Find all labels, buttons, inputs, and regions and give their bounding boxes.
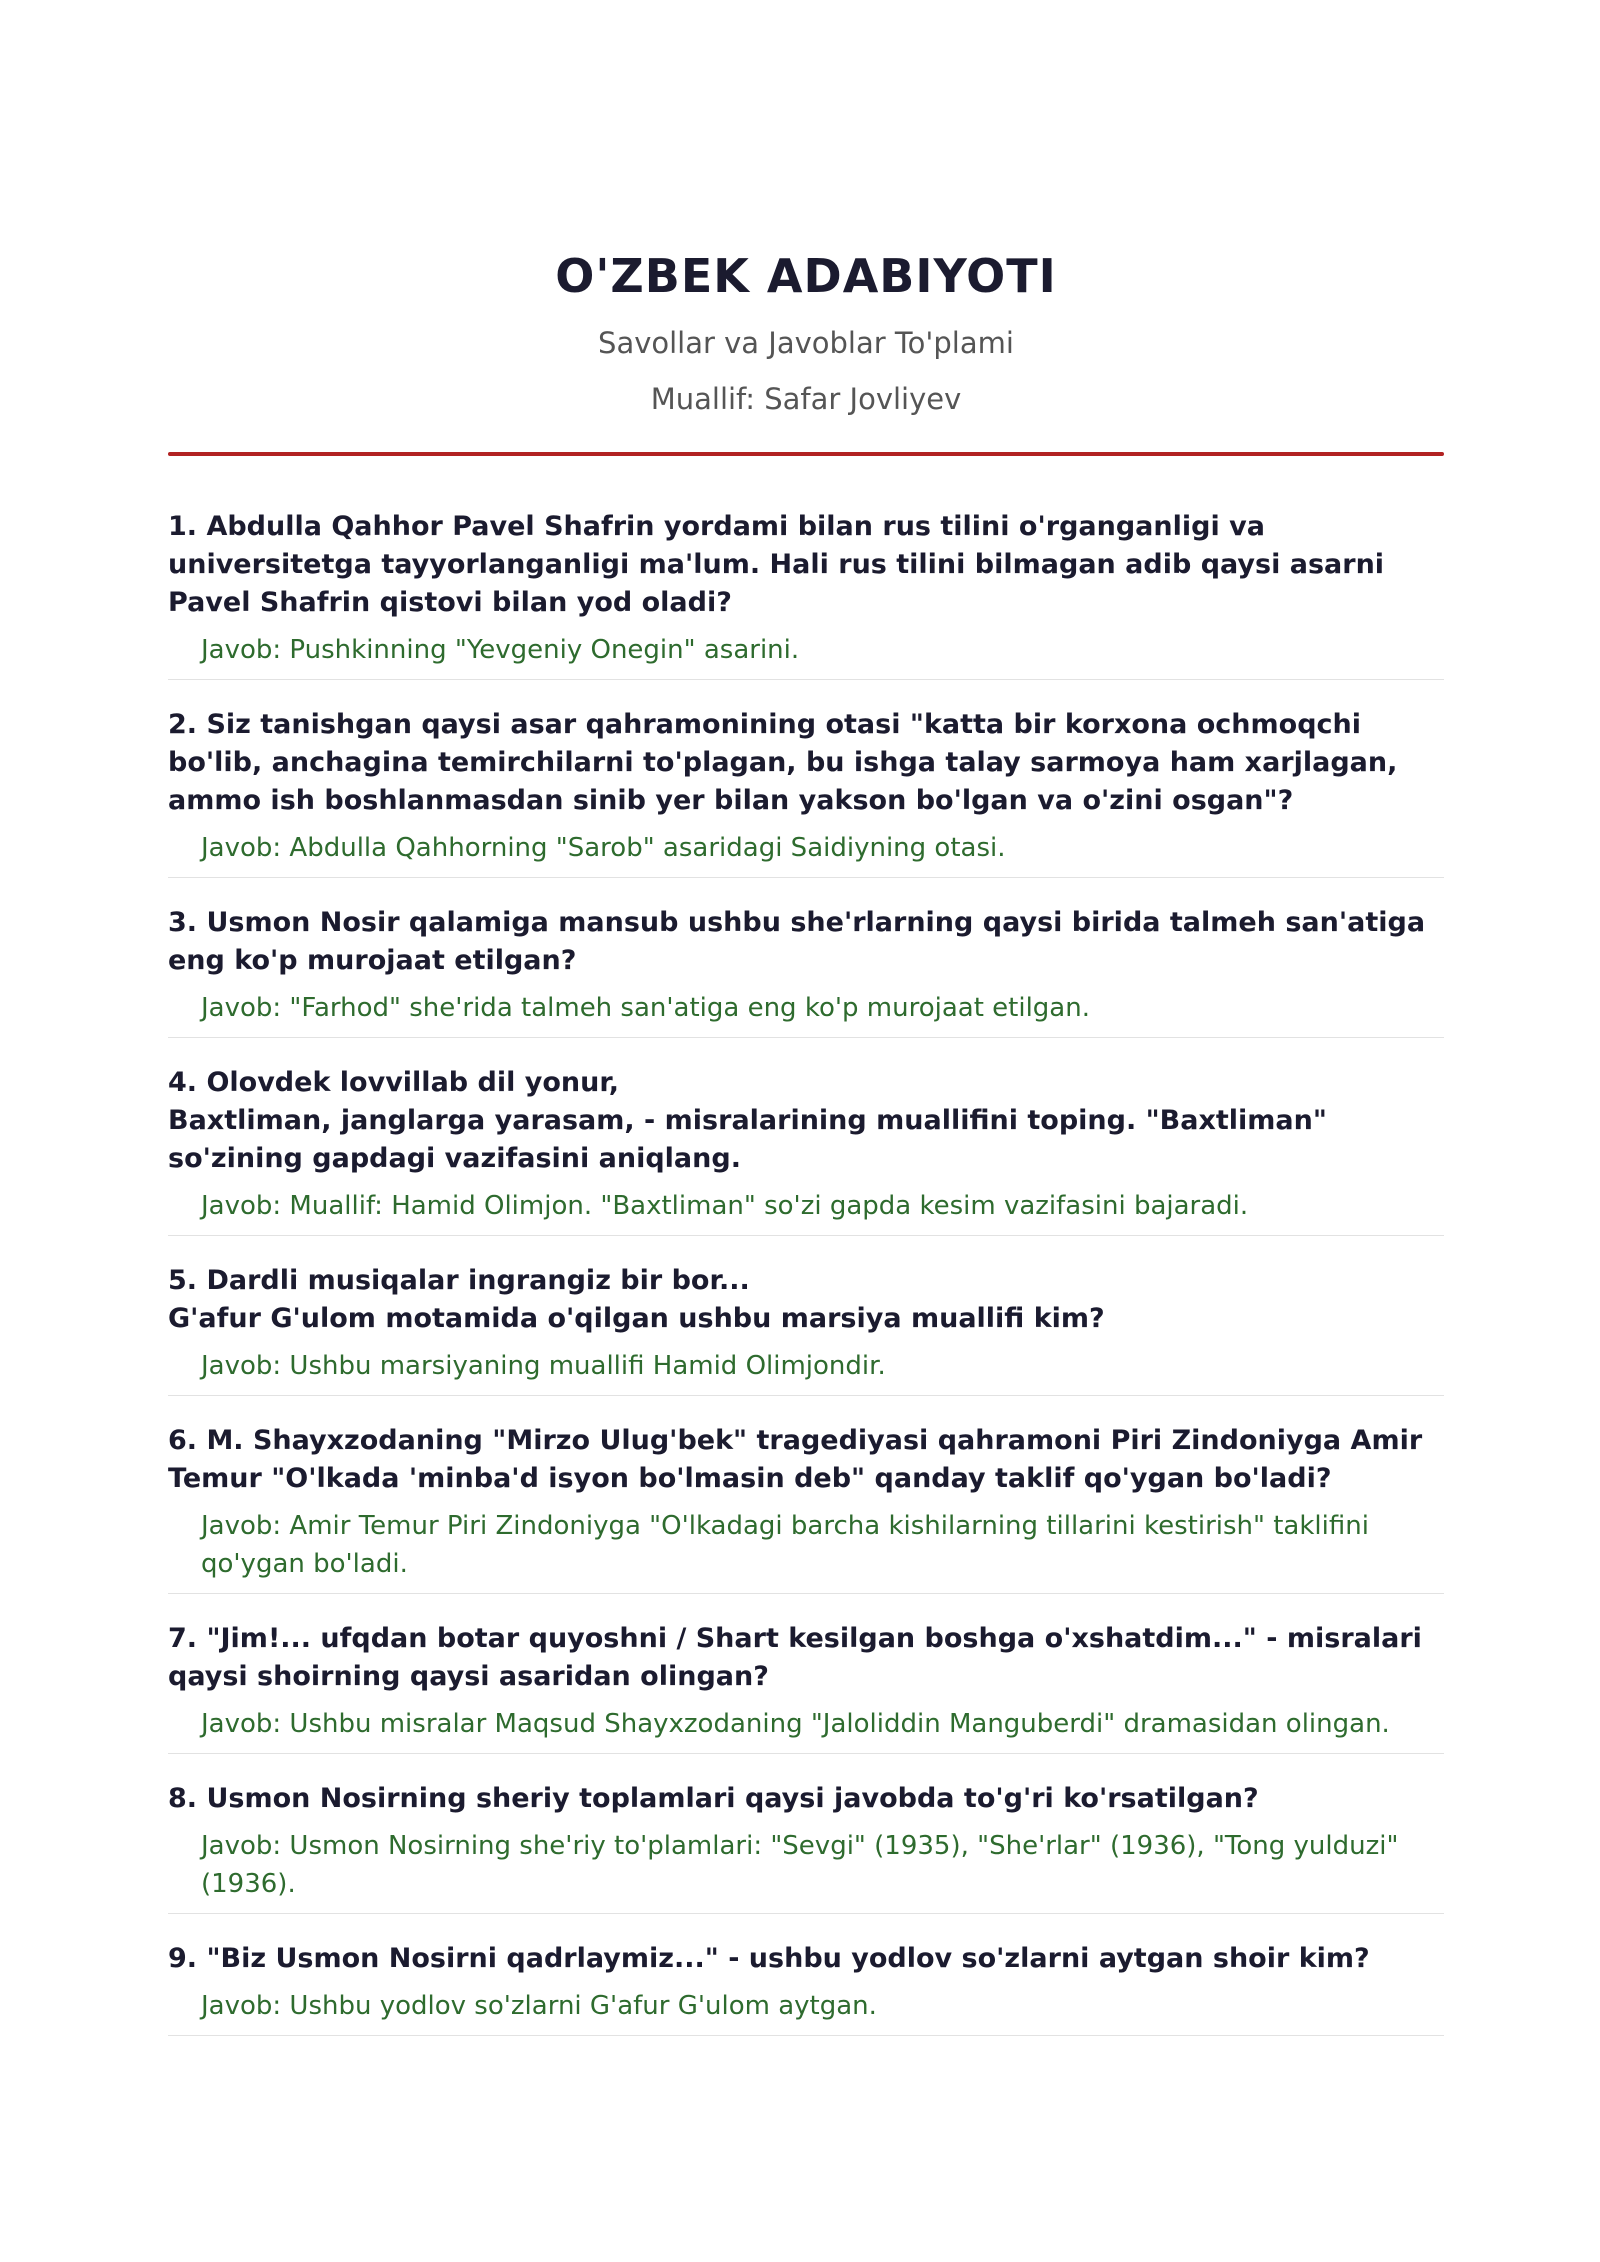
- document-author: Muallif: Safar Jovliyev: [650, 382, 962, 416]
- answer-text: Javob: Ushbu yodlov so'zlarni G'afur G'ulom aytgan.: [201, 1991, 877, 2021]
- qa-item: [168, 1780, 1444, 1914]
- question-text: 5. Dardli musiqalar ingrangiz bir bor... G'afur G'ulom motamida o'qilgan ushbu marsiya muallifi kim?: [168, 1265, 1105, 1334]
- answer-text: Javob: Amir Temur Piri Zindoniyga "O'lkadagi barcha kishilarning tillarini kestirish" taklifini qo'ygan bo'ladi.: [201, 1511, 1369, 1579]
- answer-text: Javob: Abdulla Qahhorning "Sarob" asaridagi Saidiyning otasi.: [201, 833, 1006, 863]
- question-text: 1. Abdulla Qahhor Pavel Shafrin yordami bilan rus tilini o'rganganligi va universitetga tayyorlanganligi ma'lum. Hali rus tilini bilmagan adib qaysi asarni Pavel Shafrin qistovi bilan yod oladi?: [168, 511, 1385, 618]
- qa-list: [168, 508, 1444, 2036]
- qa-item: [168, 904, 1444, 1038]
- answer-text: Javob: Ushbu marsiyaning muallifi Hamid Olimjondir.: [201, 1351, 886, 1381]
- question-text: 6. M. Shayxzodaning "Mirzo Ulug'bek" tragediyasi qahramoni Piri Zindoniyga Amir Temur "O'lkada 'minba'd isyon bo'lmasin deb" qanday taklif qo'ygan bo'ladi?: [168, 1425, 1423, 1494]
- qa-item: [168, 1620, 1444, 1754]
- qa-item: [168, 1064, 1444, 1236]
- question-text: 3. Usmon Nosir qalamiga mansub ushbu she'rlarning qaysi birida talmeh san'atiga eng ko'p murojaat etilgan?: [168, 907, 1426, 976]
- question-text: 9. "Biz Usmon Nosirni qadrlaymiz..." - ushbu yodlov so'zlarni aytgan shoir kim?: [168, 1943, 1370, 1974]
- qa-item: [168, 508, 1444, 680]
- question-text: 2. Siz tanishgan qaysi asar qahramonining otasi "katta bir korxona ochmoqchi bo'lib, anchagina temirchilarni to'plagan, bu ishga talay sarmoya ham xarjlagan, ammo ish boshlanmasdan sinib yer bilan yakson bo'lgan va o'zini osgan"?: [168, 709, 1398, 816]
- document-page: [168, 236, 1444, 2062]
- qa-item: [168, 1262, 1444, 1396]
- document-title: O'ZBEK ADABIYOTI: [555, 249, 1057, 303]
- question-text: 4. Olovdek lovvillab dil yonur, Baxtliman, janglarga yarasam, - misralarining muallifini toping. "Baxtliman" so'zining gapdagi vazifasini aniqlang.: [168, 1067, 1327, 1174]
- answer-text: Javob: Usmon Nosirning she'riy to'plamlari: "Sevgi" (1935), "She'rlar" (1936), "Tong yulduzi" (1936).: [201, 1831, 1399, 1899]
- qa-item: [168, 706, 1444, 878]
- answer-text: Javob: "Farhod" she'rida talmeh san'atiga eng ko'p murojaat etilgan.: [201, 993, 1090, 1023]
- answer-text: Javob: Pushkinning "Yevgeniy Onegin" asarini.: [201, 635, 800, 665]
- qa-item: [168, 1422, 1444, 1594]
- document-subtitle: Savollar va Javoblar To'plami: [598, 326, 1014, 360]
- answer-text: Javob: Muallif: Hamid Olimjon. "Baxtliman" so'zi gapda kesim vazifasini bajaradi.: [201, 1191, 1249, 1221]
- question-text: 8. Usmon Nosirning sheriy toplamlari qaysi javobda to'g'ri ko'rsatilgan?: [168, 1783, 1259, 1814]
- header-divider: [168, 452, 1444, 456]
- qa-item: [168, 1940, 1444, 2036]
- answer-text: Javob: Ushbu misralar Maqsud Shayxzodaning "Jaloliddin Manguberdi" dramasidan olingan.: [201, 1709, 1390, 1739]
- document-header: [168, 236, 1444, 422]
- question-text: 7. "Jim!... ufqdan botar quyoshni / Shart kesilgan boshga o'xshatdim..." - misralari qaysi shoirning qaysi asaridan olingan?: [168, 1623, 1422, 1692]
